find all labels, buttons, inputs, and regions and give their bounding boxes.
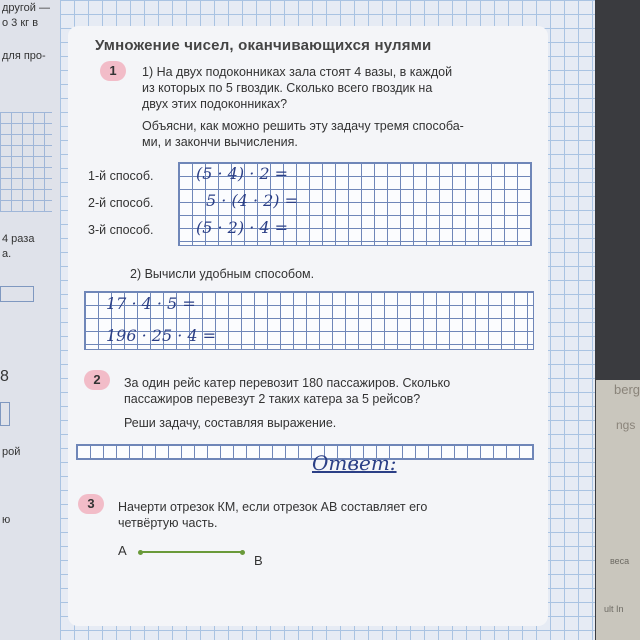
- handwritten-expression: 17 · 4 · 5 =: [106, 294, 196, 313]
- right-fragment: ngs: [616, 418, 636, 432]
- left-fragment: рой: [2, 446, 21, 458]
- method-label: 1-й способ.: [88, 169, 154, 183]
- left-fragment: другой —: [2, 2, 51, 14]
- previous-page-edge: [0, 0, 60, 640]
- left-fragment: 4 раза: [2, 233, 35, 245]
- right-fragment: berg: [614, 382, 640, 397]
- task-text-line: четвёртую часть.: [118, 516, 218, 530]
- task-text-line: 2) Вычисли удобным способом.: [130, 267, 315, 281]
- handwritten-expression: (5 · 4) · 2 =: [196, 164, 289, 183]
- task-text-line: За один рейс катер перевозит 180 пассажиров. Сколько: [124, 376, 451, 390]
- task-text-line: из которых по 5 гвоздик. Сколько всего гвоздик на: [142, 81, 433, 95]
- task-number-badge: 1: [100, 61, 126, 81]
- task-text-line: Начерти отрезок КМ, если отрезок АВ составляет его: [118, 500, 428, 514]
- task-text-line: Объясни, как можно решить эту задачу тремя способа-: [142, 119, 464, 133]
- page-title: Умножение чисел, оканчивающихся нулями: [95, 37, 432, 54]
- method-label: 2-й способ.: [88, 196, 154, 210]
- task-text-line: пассажиров перевезут 2 таких катера за 5 рейсов?: [124, 392, 421, 406]
- answer-grid-expression[interactable]: [76, 444, 534, 460]
- left-fragment: для про-: [2, 50, 46, 62]
- method-label: 3-й способ.: [88, 223, 154, 237]
- task-text-line: ми, и закончи вычисления.: [142, 135, 298, 149]
- right-fragment: ult In: [604, 604, 624, 614]
- handwritten-expression: 196 · 25 · 4 =: [106, 326, 217, 345]
- left-fragment: о 3 кг в: [2, 17, 39, 29]
- left-fragment: а.: [2, 248, 12, 260]
- handwritten-expression: 5 · (4 · 2) =: [206, 191, 299, 210]
- task-text-line: двух этих подоконниках?: [142, 97, 288, 111]
- point-b-dot: [240, 550, 245, 555]
- left-fragment: ю: [2, 514, 11, 526]
- handwritten-expression: (5 · 2) · 4 =: [196, 218, 289, 237]
- task-text-line: 1) На двух подоконниках зала стоят 4 вазы, в каждой: [142, 65, 453, 79]
- task-number-badge: 3: [78, 494, 104, 514]
- left-grid: [0, 112, 52, 212]
- point-b-label: В: [254, 553, 263, 568]
- handwritten-answer-label: Ответ:: [312, 451, 397, 475]
- left-answer-box: [0, 286, 34, 302]
- task-number-badge: 2: [84, 370, 110, 390]
- next-page-edge: [596, 380, 640, 640]
- left-fragment: 8: [0, 368, 9, 385]
- right-fragment: веса: [610, 556, 630, 566]
- left-answer-box: [0, 402, 10, 426]
- task-text-line: Реши задачу, составляя выражение.: [124, 416, 337, 430]
- point-a-label: А: [118, 543, 127, 558]
- segment-ab: [140, 551, 243, 553]
